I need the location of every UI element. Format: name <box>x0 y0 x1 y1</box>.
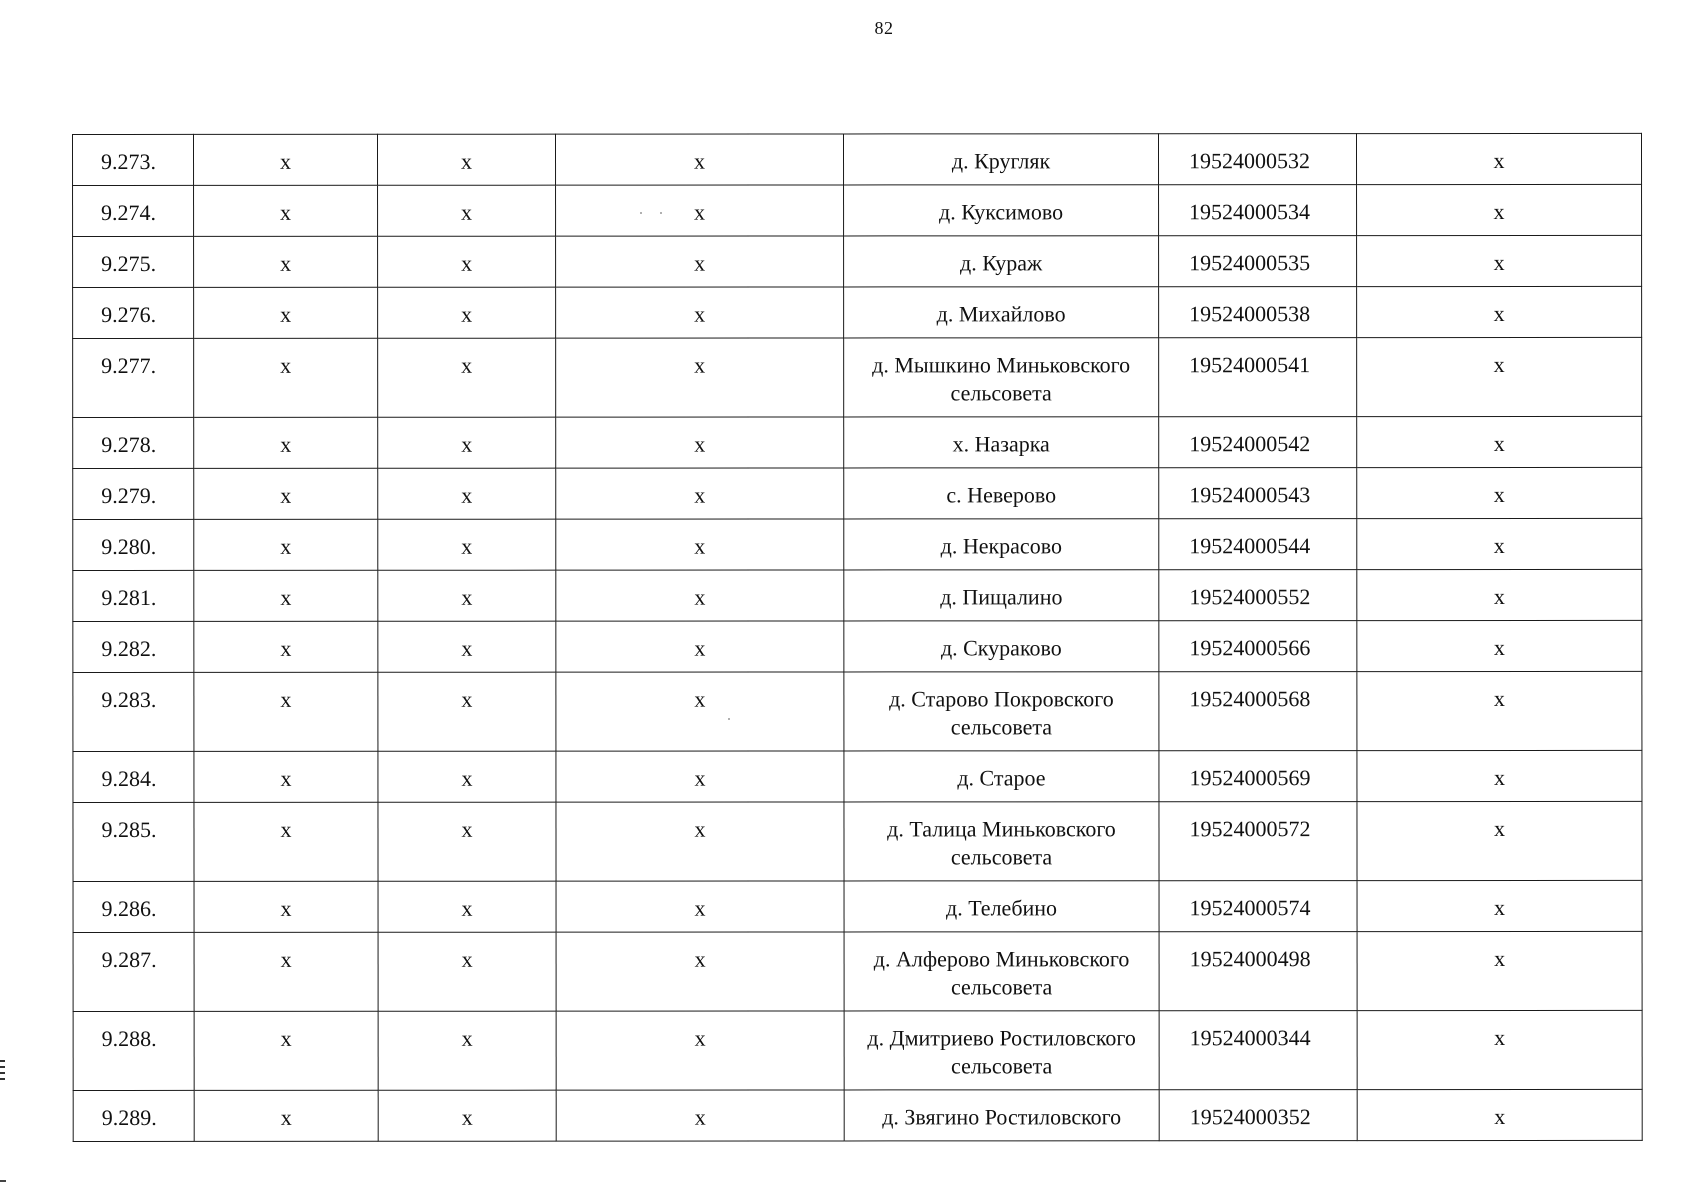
placeholder-cell: x <box>556 185 844 236</box>
oktmo-code-cell: 19524000344 <box>1159 1011 1357 1090</box>
placeholder-cell: x <box>1357 620 1642 671</box>
table-row <box>73 671 1642 751</box>
placeholder-cell: x <box>556 932 844 1011</box>
scan-speck <box>640 212 642 214</box>
placeholder-cell: x <box>378 621 556 672</box>
placeholder-cell: x <box>556 1090 844 1141</box>
placeholder-cell: x <box>194 802 378 881</box>
placeholder-cell: x <box>378 932 556 1011</box>
placeholder-cell: x <box>194 1011 378 1090</box>
placeholder-cell: x <box>378 519 556 570</box>
oktmo-code-cell: 19524000543 <box>1159 468 1357 519</box>
placeholder-cell: x <box>1357 880 1642 931</box>
placeholder-cell: x <box>556 236 844 287</box>
settlement-name-cell: д. Кураж <box>844 236 1159 287</box>
table-row <box>73 880 1642 932</box>
row-number-cell: 9.281. <box>73 570 194 621</box>
placeholder-cell: x <box>194 519 378 570</box>
oktmo-code-cell: 19524000552 <box>1159 570 1357 621</box>
placeholder-cell: x <box>378 751 556 802</box>
oktmo-code-cell: 19524000534 <box>1159 185 1357 236</box>
row-number-cell: 9.282. <box>73 621 194 672</box>
scan-mark <box>0 1066 5 1068</box>
row-number-cell: 9.285. <box>73 802 194 881</box>
placeholder-cell: x <box>378 881 556 932</box>
placeholder-cell: x <box>194 932 378 1011</box>
settlement-name-cell: д. Скураково <box>844 621 1159 672</box>
placeholder-cell: x <box>194 417 378 468</box>
settlement-name-cell: д. Старово Покровского сельсовета <box>844 672 1159 751</box>
settlement-name-cell: д. Талица Миньковского сельсовета <box>844 802 1159 881</box>
placeholder-cell: x <box>378 1090 556 1141</box>
table-row <box>73 467 1642 519</box>
settlements-table <box>72 133 1643 1142</box>
row-number-cell: 9.273. <box>73 134 194 185</box>
placeholder-cell: x <box>1357 518 1642 569</box>
placeholder-cell: x <box>1357 235 1642 286</box>
placeholder-cell: x <box>1357 133 1642 184</box>
oktmo-code-cell: 19524000541 <box>1159 338 1357 417</box>
placeholder-cell: x <box>1357 931 1642 1010</box>
placeholder-cell: x <box>194 881 378 932</box>
row-number-cell: 9.289. <box>73 1090 194 1141</box>
placeholder-cell: x <box>556 287 844 338</box>
settlement-name-cell: д. Куксимово <box>844 185 1159 236</box>
placeholder-cell: x <box>1357 671 1642 750</box>
scan-mark <box>0 1078 5 1080</box>
scan-speck <box>728 718 730 720</box>
settlement-name-cell: д. Пищалино <box>844 570 1159 621</box>
table-row <box>73 337 1642 417</box>
placeholder-cell: x <box>378 1011 556 1090</box>
placeholder-cell: x <box>556 672 844 751</box>
placeholder-cell: x <box>378 672 556 751</box>
table-row <box>73 931 1642 1011</box>
oktmo-code-cell: 19524000542 <box>1159 417 1357 468</box>
placeholder-cell: x <box>1357 569 1642 620</box>
placeholder-cell: x <box>378 570 556 621</box>
table-row <box>73 286 1642 338</box>
placeholder-cell: x <box>378 338 556 417</box>
placeholder-cell: x <box>1357 286 1642 337</box>
settlement-name-cell: д. Некрасово <box>844 519 1159 570</box>
scan-edge-dash <box>0 1180 6 1182</box>
settlement-name-cell: д. Дмитриево Ростиловского сельсовета <box>844 1011 1159 1090</box>
placeholder-cell: x <box>194 621 378 672</box>
placeholder-cell: x <box>378 185 556 236</box>
table-row <box>73 416 1642 468</box>
table-row <box>73 235 1642 287</box>
placeholder-cell: x <box>194 338 378 417</box>
oktmo-code-cell: 19524000535 <box>1159 236 1357 287</box>
placeholder-cell: x <box>378 236 556 287</box>
scan-speck <box>660 212 662 214</box>
placeholder-cell: x <box>378 134 556 185</box>
scan-mark <box>0 1072 5 1074</box>
settlement-name-cell: с. Неверово <box>844 468 1159 519</box>
placeholder-cell: x <box>194 468 378 519</box>
placeholder-cell: x <box>194 185 378 236</box>
table-row <box>73 518 1642 570</box>
oktmo-code-cell: 19524000538 <box>1159 287 1357 338</box>
row-number-cell: 9.280. <box>73 519 194 570</box>
placeholder-cell: x <box>1357 1089 1642 1140</box>
table-row <box>73 750 1642 802</box>
row-number-cell: 9.277. <box>73 338 194 417</box>
placeholder-cell: x <box>194 287 378 338</box>
placeholder-cell: x <box>1357 337 1642 416</box>
settlement-name-cell: д. Старое <box>844 751 1159 802</box>
oktmo-code-cell: 19524000568 <box>1159 672 1357 751</box>
row-number-cell: 9.279. <box>73 468 194 519</box>
row-number-cell: 9.286. <box>73 881 194 932</box>
row-number-cell: 9.276. <box>73 287 194 338</box>
row-number-cell: 9.275. <box>73 236 194 287</box>
placeholder-cell: x <box>194 570 378 621</box>
placeholder-cell: x <box>194 751 378 802</box>
oktmo-code-cell: 19524000544 <box>1159 519 1357 570</box>
placeholder-cell: x <box>556 338 844 417</box>
placeholder-cell: x <box>556 881 844 932</box>
placeholder-cell: x <box>556 751 844 802</box>
placeholder-cell: x <box>556 1011 844 1090</box>
table-row <box>73 1010 1642 1090</box>
oktmo-code-cell: 19524000572 <box>1159 802 1357 881</box>
placeholder-cell: x <box>556 468 844 519</box>
table-row <box>73 1089 1642 1141</box>
placeholder-cell: x <box>1357 416 1642 467</box>
placeholder-cell: x <box>194 236 378 287</box>
placeholder-cell: x <box>378 287 556 338</box>
oktmo-code-cell: 19524000352 <box>1159 1090 1357 1141</box>
oktmo-code-cell: 19524000566 <box>1159 621 1357 672</box>
placeholder-cell: x <box>378 417 556 468</box>
placeholder-cell: x <box>556 621 844 672</box>
table-row <box>73 801 1642 881</box>
placeholder-cell: x <box>556 802 844 881</box>
table-row <box>73 184 1642 236</box>
placeholder-cell: x <box>556 134 844 185</box>
placeholder-cell: x <box>556 570 844 621</box>
placeholder-cell: x <box>556 519 844 570</box>
placeholder-cell: x <box>1357 750 1642 801</box>
row-number-cell: 9.278. <box>73 417 194 468</box>
oktmo-code-cell: 19524000532 <box>1159 134 1357 185</box>
placeholder-cell: x <box>378 802 556 881</box>
placeholder-cell: x <box>194 1090 378 1141</box>
row-number-cell: 9.283. <box>73 672 194 751</box>
row-number-cell: 9.274. <box>73 185 194 236</box>
table-row <box>73 569 1642 621</box>
placeholder-cell: x <box>378 468 556 519</box>
placeholder-cell: x <box>194 672 378 751</box>
placeholder-cell: x <box>1357 1010 1642 1089</box>
settlement-name-cell: д. Алферово Миньковского сельсовета <box>844 932 1159 1011</box>
table-row <box>73 620 1642 672</box>
settlement-name-cell: д. Кругляк <box>844 134 1159 185</box>
placeholder-cell: x <box>1357 184 1642 235</box>
oktmo-code-cell: 19524000569 <box>1159 751 1357 802</box>
placeholder-cell: x <box>1357 801 1642 880</box>
oktmo-code-cell: 19524000498 <box>1159 932 1357 1011</box>
placeholder-cell: x <box>556 417 844 468</box>
placeholder-cell: x <box>194 134 378 185</box>
oktmo-code-cell: 19524000574 <box>1159 881 1357 932</box>
row-number-cell: 9.288. <box>73 1011 194 1090</box>
settlement-name-cell: д. Телебино <box>844 881 1159 932</box>
settlement-name-cell: д. Михайлово <box>844 287 1159 338</box>
table-row <box>73 133 1642 185</box>
page-number: 82 <box>874 18 894 38</box>
settlement-name-cell: д. Звягино Ростиловского <box>844 1090 1159 1141</box>
row-number-cell: 9.284. <box>73 751 194 802</box>
settlement-name-cell: х. Назарка <box>844 417 1159 468</box>
scan-edge-marks <box>0 1060 6 1100</box>
placeholder-cell: x <box>1357 467 1642 518</box>
scan-mark <box>0 1060 5 1062</box>
row-number-cell: 9.287. <box>73 932 194 1011</box>
settlement-name-cell: д. Мышкино Миньковского сельсовета <box>844 338 1159 417</box>
